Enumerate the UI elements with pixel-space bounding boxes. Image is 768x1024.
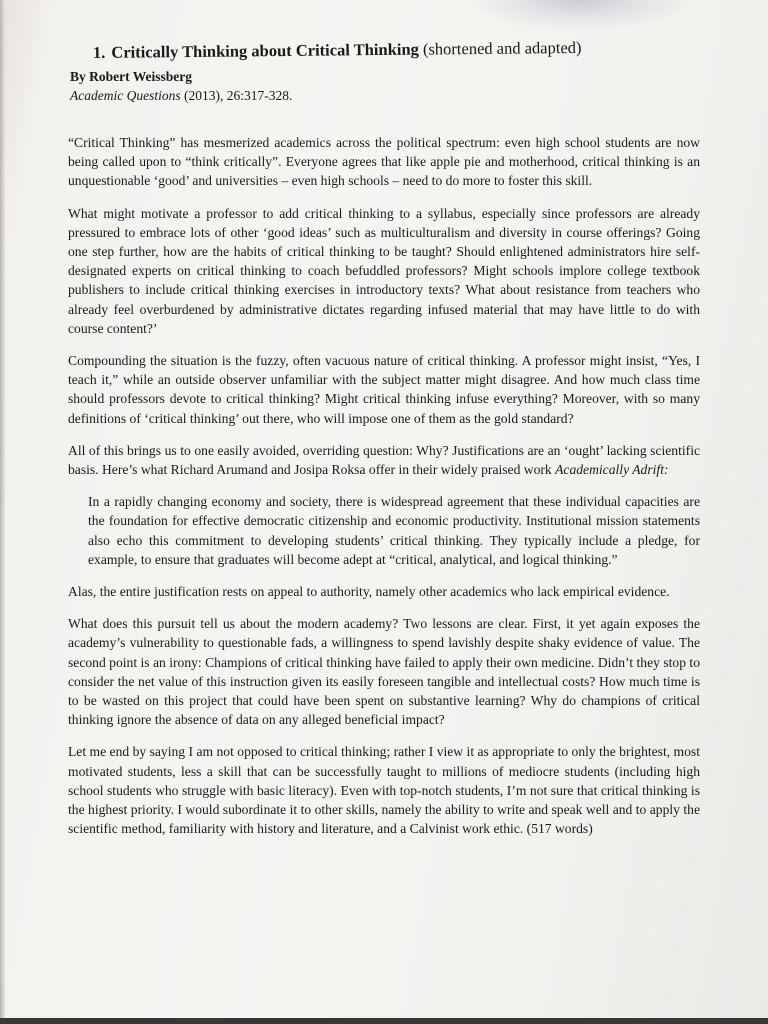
- paragraph-6: What does this pursuit tell us about the modern academy? Two lessons are clear. First, it yet again exposes the academy’s vulnerability to questionable fads, a willingness to spend lavishly despite shaky evidence of value. The second point is an irony: Champions of critical thinking have failed to apply their own medicine. Didn’t they stop to consider the net value of this instruction given its easily foreseen tangible and intellectual costs? How much time is to be wasted on this project that could have been spent on substantive learning? Why do champions of critical thinking ignore the absence of data on any alleged beneficial impact?: [68, 616, 700, 728]
- paragraph-4-text: All of this brings us to one easily avoided, overriding question: Why? Justifications are an ‘ought’ lacking scientific basis. Here’s what Richard Arumand and Josipa Roksa offer in their widely praised work: [68, 442, 700, 478]
- paragraph-7: Let me end by saying I am not opposed to critical thinking; rather I view it as appropriate to only the brightest, most motivated students, less a skill that can be successfully taught to millions of mediocre students (including high school students who struggle with basic literacy). Even with top-notch students, I’m not sure that critical thinking is the highest priority. I would subordinate it to other skills, namely the ability to write and speak well and to apply the scientific method, familiarity with history and literature, and a Calvinist work ethic. (517 words): [68, 744, 700, 837]
- article-number: 1.: [92, 42, 106, 62]
- journal-name: Academic Questions: [70, 88, 181, 103]
- paragraph-4: [68, 441, 700, 479]
- article-subtitle: (shortened and adapted): [422, 37, 582, 59]
- paragraph-3: Compounding the situation is the fuzzy, often vacuous nature of critical thinking. A professor might insist, “Yes, I teach it,” while an outside observer unfamiliar with the subject matter might disagree. And how much class time should professors devote to critical thinking? Might critical thinking infuse everything? Moreover, with so many definitions of ‘critical thinking’ out there, who will impose one of them as the gold standard?: [68, 353, 700, 426]
- paragraph-5: Alas, the entire justification rests on appeal to authority, namely other academics who lack empirical evidence.: [68, 584, 670, 600]
- article-citation: [70, 88, 292, 104]
- block-quote: In a rapidly changing economy and society, there is widespread agreement that these individual capacities are the foundation for effective democratic citizenship and economic productivity. Institutional mission statements also echo this commitment to developing students’ critical thinking. They typically include a pledge, for example, to ensure that graduates will become adept at “critical, analytical, and logical thinking.”: [88, 494, 700, 567]
- page-bottom-edge: [0, 1018, 768, 1024]
- article-title: Critically Thinking about Critical Thinking: [111, 39, 419, 62]
- citation-details: (2013), 26:317-328.: [180, 88, 293, 103]
- article-byline: By Robert Weissberg: [70, 69, 192, 84]
- paragraph-1: “Critical Thinking” has mesmerized academics across the political spectrum: even high school students are now being called upon to “think critically”. Everyone agrees that like apple pie and motherhood, critical thinking is an unquestionable ‘good’ and universities – even high schools – need to do more to foster this skill.: [68, 135, 700, 189]
- book-title: Academically Adrift:: [555, 462, 669, 478]
- paragraph-2: What might motivate a professor to add critical thinking to a syllabus, especially since professors are already pressured to embrace lots of other ‘good ideas’ such as multiculturalism and diversity in course offerings? Going one step further, how are the habits of critical thinking to be taught? Should enlightened administrators hire self-designated experts on critical thinking to coach befuddled professors? Might schools implore college textbook publishers to include critical thinking exercises in introductory texts? What about resistance from teachers who already feel overburdened by administrative dictates regarding infused material that may have little to do with course content?’: [68, 205, 700, 336]
- article-heading: [93, 38, 582, 63]
- article-body: [68, 133, 700, 852]
